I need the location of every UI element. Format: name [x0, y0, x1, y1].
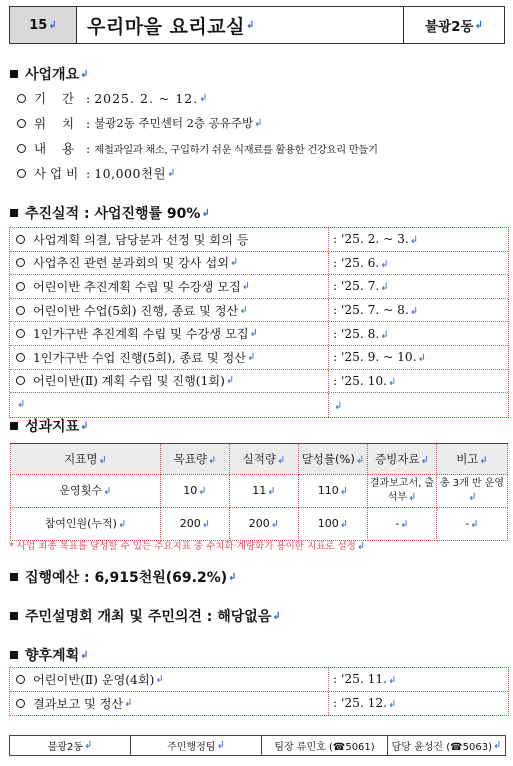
square-bullet-icon [10, 70, 18, 78]
progress-row: 사업추진 관련 분과회의 및 강사 섭외 ↲ : '25. 6.↲ [10, 252, 508, 276]
circle-bullet-icon [17, 144, 26, 153]
circle-bullet-icon [16, 306, 25, 315]
square-bullet-icon [10, 651, 18, 659]
square-bullet-icon [10, 422, 18, 430]
kpi-col-evidence: 증빙자료↲ [368, 444, 437, 475]
overview-budget: 사 업 비 : 10,000천원 ↲ [17, 164, 175, 182]
square-bullet-icon [10, 612, 18, 620]
progress-row: 사업계획 의결, 담당분과 선정 및 회의 등 : '25. 2. ~ 3.↲ [10, 228, 508, 252]
progress-table [9, 227, 509, 418]
item-number: 15 ↲ [10, 7, 77, 43]
circle-bullet-icon [16, 235, 25, 244]
table-row: 참여인원(누적)↲ 200↲ 200↲ 100↲ -↲ -↲ [11, 508, 508, 541]
progress-heading: 추진실적 : 사업진행률 90% ↲ [10, 203, 210, 223]
progress-row: 1인가구반 수업 진행(5회), 종료 및 정산 ↲ : '25. 9. ~ 10.↲ [10, 346, 508, 370]
table-row: 운영횟수↲ 10↲ 11↲ 110↲ 결과보고서, 출석부↲ 총 3개 반 운영↲ [11, 475, 508, 508]
report-title: 우리마을 요리교실 ↲ [87, 15, 255, 38]
plan-heading: 향후계획 ↲ [10, 645, 89, 665]
overview-heading: 사업개요 ↲ [10, 64, 89, 84]
footer-team: 주민행정팀 ↲ [131, 736, 262, 755]
kpi-col-name: 지표명↲ [11, 444, 161, 475]
kpi-col-actual: 실적량↲ [230, 444, 299, 475]
kpi-table [10, 443, 508, 541]
progress-row: 1인가구반 추진계획 수립 및 수강생 모집 ↲ : '25. 8.↲ [10, 322, 508, 346]
circle-bullet-icon [16, 675, 25, 684]
kpi-footnote: * 사업 최종 목표를 달성할 수 있는 주요지표 중 수치화·계량화가 용이한 지표로 설정↲ [9, 541, 366, 552]
dong-name: 불광2동 ↲ [403, 7, 504, 43]
footer-staff: 담당 윤성진 (☎5063) ↲ [391, 740, 502, 753]
circle-bullet-icon [16, 329, 25, 338]
plan-table [9, 667, 509, 716]
circle-bullet-icon [16, 376, 25, 385]
circle-bullet-icon [16, 282, 25, 291]
briefing-heading: 주민설명회 개최 및 주민의견 : 해당없음 ↲ [10, 606, 281, 626]
overview-location: 위 치 : 불광2동 주민센터 2층 공유주방 ↲ [17, 114, 263, 132]
kpi-header-row [11, 444, 508, 475]
kpi-heading: 성과지표 ↲ [10, 416, 89, 436]
plan-row: 어린이반(Ⅱ) 운영(4회) ↲ : '25. 11.↲ [10, 668, 508, 692]
kpi-col-target: 목표량↲ [161, 444, 230, 475]
footer-dong: 불광2동 ↲ [10, 736, 131, 755]
kpi-col-rate: 달성률(%)↲ [299, 444, 368, 475]
kpi-col-note: 비고↲ [437, 444, 508, 475]
overview-content: 내 용 : 제철과일과 채소, 구입하기 쉬운 식재료를 활용한 건강요리 만들기 [17, 139, 378, 157]
plan-row: 결과보고 및 정산 ↲ : '25. 12.↲ [10, 692, 508, 716]
overview-period: 기 간 : 2025. 2. ~ 12. ↲ [17, 89, 208, 107]
circle-bullet-icon [17, 169, 26, 178]
square-bullet-icon [10, 209, 18, 217]
report-header [9, 6, 505, 44]
contact-footer [9, 735, 506, 756]
circle-bullet-icon [17, 94, 26, 103]
progress-row: 어린이반(Ⅱ) 계획 수립 및 진행(1회) ↲ : '25. 10.↲ [10, 370, 508, 394]
progress-row-empty: ↲ ↲ [10, 393, 508, 417]
footer-team-leader: 팀장 류민호 (☎5061) [262, 736, 388, 755]
circle-bullet-icon [16, 699, 25, 708]
progress-row: 어린이반 추진계획 수립 및 수강생 모집 ↲ : '25. 7.↲ [10, 275, 508, 299]
square-bullet-icon [10, 573, 18, 581]
circle-bullet-icon [16, 258, 25, 267]
budget-heading: 집행예산 : 6,915천원(69.2%) ↲ [10, 567, 237, 587]
circle-bullet-icon [17, 119, 26, 128]
circle-bullet-icon [16, 353, 25, 362]
progress-row: 어린이반 수업(5회) 진행, 종료 및 정산 ↲ : '25. 7. ~ 8.↲ [10, 299, 508, 323]
